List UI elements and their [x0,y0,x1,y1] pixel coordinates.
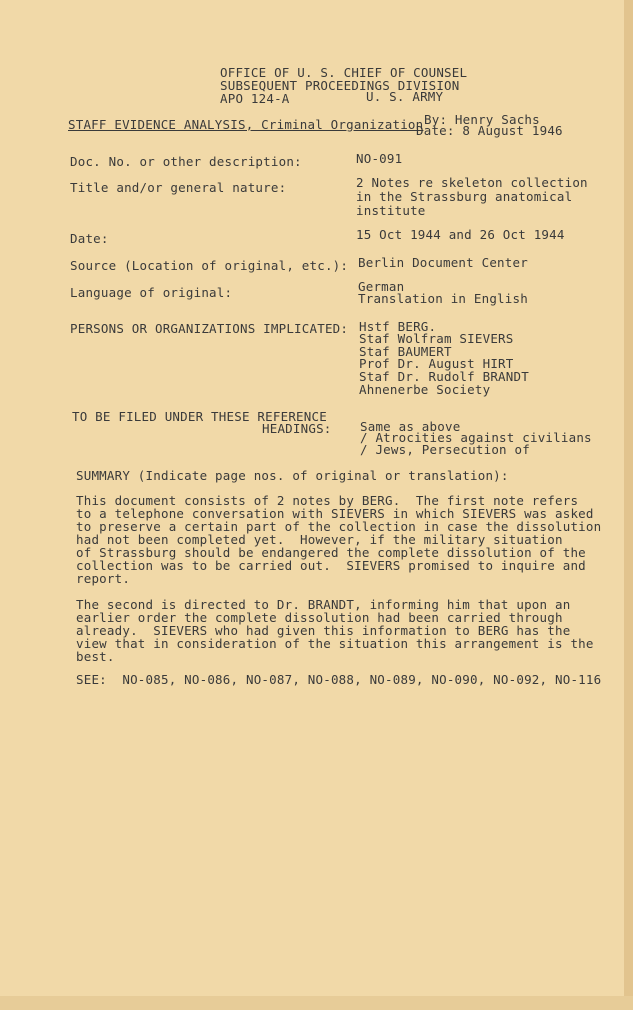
language-label: Language of original: [70,285,233,300]
persons-value-line: Ahnenerbe Society [359,382,491,397]
filed-value-line: Same as above [360,419,461,434]
language-value-line: Translation in English [358,291,528,306]
header-line-1: OFFICE OF U. S. CHIEF OF COUNSEL [220,65,468,80]
summary-para-2-line: best. [76,649,115,664]
header-line-2: SUBSEQUENT PROCEEDINGS DIVISION [220,78,460,93]
analysis-by: By: Henry Sachs [424,112,540,127]
filed-label-headings: HEADINGS: [262,421,332,436]
page-edge-right [624,0,633,1010]
summary-para-1-line: This document consists of 2 notes by BERG. The first note refers [76,493,579,508]
analysis-title: STAFF EVIDENCE ANALYSIS, Criminal Organization [68,117,424,132]
doc-no-label: Doc. No. or other description: [70,154,302,169]
persons-label: PERSONS OR ORGANIZATIONS IMPLICATED: [70,321,349,336]
filed-value-line: / Jews, Persecution of [360,442,530,457]
persons-value-line: Hstf BERG. [359,319,437,334]
language-value-line: German [358,279,405,294]
summary-para-1-line: to a telephone conversation with SIEVERS in which SIEVERS was asked [76,506,594,521]
filed-value-line: / Atrocities against civilians [360,430,592,445]
title-label: Title and/or general nature: [70,180,287,195]
summary-heading: SUMMARY (Indicate page nos. of original or translation): [76,468,509,483]
page-edge-bottom [0,996,633,1010]
doc-no-value: NO-091 [356,151,403,166]
source-value: Berlin Document Center [358,255,528,270]
date-value: 15 Oct 1944 and 26 Oct 1944 [356,227,565,242]
header-line-3-left: APO 124-A [220,91,290,106]
summary-para-1-line: collection was to be carried out. SIEVERS promised to inquire and [76,558,586,573]
source-label: Source (Location of original, etc.): [70,258,349,273]
title-value-line: in the Strassburg anatomical [356,189,573,204]
persons-value-line: Staf BAUMERT [359,344,452,359]
see-references: SEE: NO-085, NO-086, NO-087, NO-088, NO-089, NO-090, NO-092, NO-116 [76,672,602,687]
persons-value-line: Staf Dr. Rudolf BRANDT [359,369,529,384]
summary-para-1-line: report. [76,571,131,586]
summary-para-2-line: already. SIEVERS who had given this information to BERG has the [76,623,571,638]
summary-para-1-line: had not been completed yet. However, if the military situation [76,532,563,547]
title-value-line: institute [356,203,426,218]
analysis-date: Date: 8 August 1946 [416,123,563,138]
header-line-3-right: U. S. ARMY [366,89,444,104]
filed-label: TO BE FILED UNDER THESE REFERENCE [72,409,327,424]
summary-para-1-line: of Strassburg should be endangered the complete dissolution of the [76,545,586,560]
summary-para-2-line: view that in consideration of the situation this arrangement is the [76,636,594,651]
summary-para-2-line: The second is directed to Dr. BRANDT, informing him that upon an [76,597,571,612]
persons-value-line: Prof Dr. August HIRT [359,356,514,371]
persons-value-line: Staf Wolfram SIEVERS [359,331,514,346]
date-label: Date: [70,231,109,246]
title-value-line: 2 Notes re skeleton collection [356,175,588,190]
summary-para-2-line: earlier order the complete dissolution had been carried through [76,610,563,625]
summary-para-1-line: to preserve a certain part of the collection in case the dissolution [76,519,602,534]
